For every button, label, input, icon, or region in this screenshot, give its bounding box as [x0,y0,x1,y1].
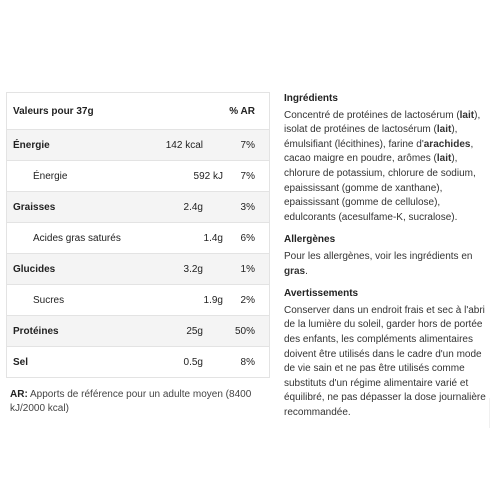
ingredients-section [284,92,494,225]
warnings-title: Avertissements [284,288,359,300]
row-value: 1.4g [203,232,223,244]
row-ar: 6% [240,232,255,244]
ingredients-allergen: lait [459,109,475,121]
table-row [7,223,269,254]
row-ar: 2% [240,294,255,306]
ingredients-allergen: arachides [423,138,471,150]
allergens-bold: gras [284,265,306,277]
ingredients-text [284,109,494,226]
row-name: Énergie [33,170,68,182]
reference-footnote [6,388,268,416]
row-value: 1.9g [203,294,223,306]
row-name: Graisses [13,201,56,213]
allergens-body: Pour les allergènes, voir les ingrédients en [284,250,473,262]
row-value: 592 kJ [193,170,223,182]
row-value: 25g [186,325,203,337]
allergens-end: . [305,265,308,277]
nutrition-table [6,92,270,378]
ingredients-part: ), isolat de protéines de lactosérum ( [284,109,481,136]
row-name: Sel [13,356,29,368]
table-row [7,347,269,377]
row-name: Énergie [13,139,50,151]
ingredients-part: , cacao maigre en poudre, arômes ( [284,138,474,165]
ingredients-allergen: lait [436,153,452,165]
header-ar: % AR [229,105,255,117]
row-value: 3.2g [183,263,203,275]
row-name: Acides gras saturés [33,232,121,244]
header-name: Valeurs pour 37g [13,105,94,117]
row-ar: 3% [240,201,255,213]
ingredients-title: Ingrédients [284,93,338,104]
table-row [7,285,269,316]
row-ar: 7% [240,170,255,182]
table-row [7,161,269,192]
row-name: Glucides [13,263,56,275]
allergens-text [284,250,494,279]
ingredients-part: Concentré de protéines de lactosérum ( [284,109,460,121]
scrollbar-track[interactable] [489,398,498,428]
row-name: Sucres [33,294,65,306]
row-value: 2.4g [183,201,203,213]
footnote-label: AR: [10,389,28,400]
row-ar: 50% [234,325,255,337]
nutrition-panel [6,92,268,416]
row-name: Protéines [13,325,59,337]
allergens-section [284,233,494,279]
table-row [7,254,269,285]
row-value: 0.5g [183,356,203,368]
ingredients-part: ), émulsifiant (lécithines), farine d' [284,124,458,150]
ingredients-part: ), chlorure de potassium, chlorure de sodium, epaississant (gomme de xanthane), epaississant (gomme de cellulose), edulcorants (acesulfame-K, sucralose). [284,153,476,223]
warnings-text: Conserver dans un endroit frais et sec à l'abri de la lumière du soleil, garder hors de portée des enfants, les compléments alimentaires doivent être utilisés dans le cadre d'un mode de vie sain et ne pas être utilisés comme substituts d'un régime alimentaire varié et équilibré, ne pas dépasser la dose journalière recommandée. [284,304,486,418]
row-ar: 7% [240,139,255,151]
row-ar: 8% [240,356,255,368]
ingredients-allergen: lait [436,124,452,136]
table-row [7,130,269,161]
row-ar: 1% [240,263,255,275]
footnote-text: Apports de référence pour un adulte moyen (8400 kJ/2000 kcal) [10,389,252,414]
table-header [7,93,269,130]
product-info-panel [284,92,494,428]
table-row [7,316,269,347]
warnings-section [284,287,494,420]
allergens-title: Allergènes [284,234,336,246]
table-row [7,192,269,223]
row-value: 142 kcal [165,139,203,151]
